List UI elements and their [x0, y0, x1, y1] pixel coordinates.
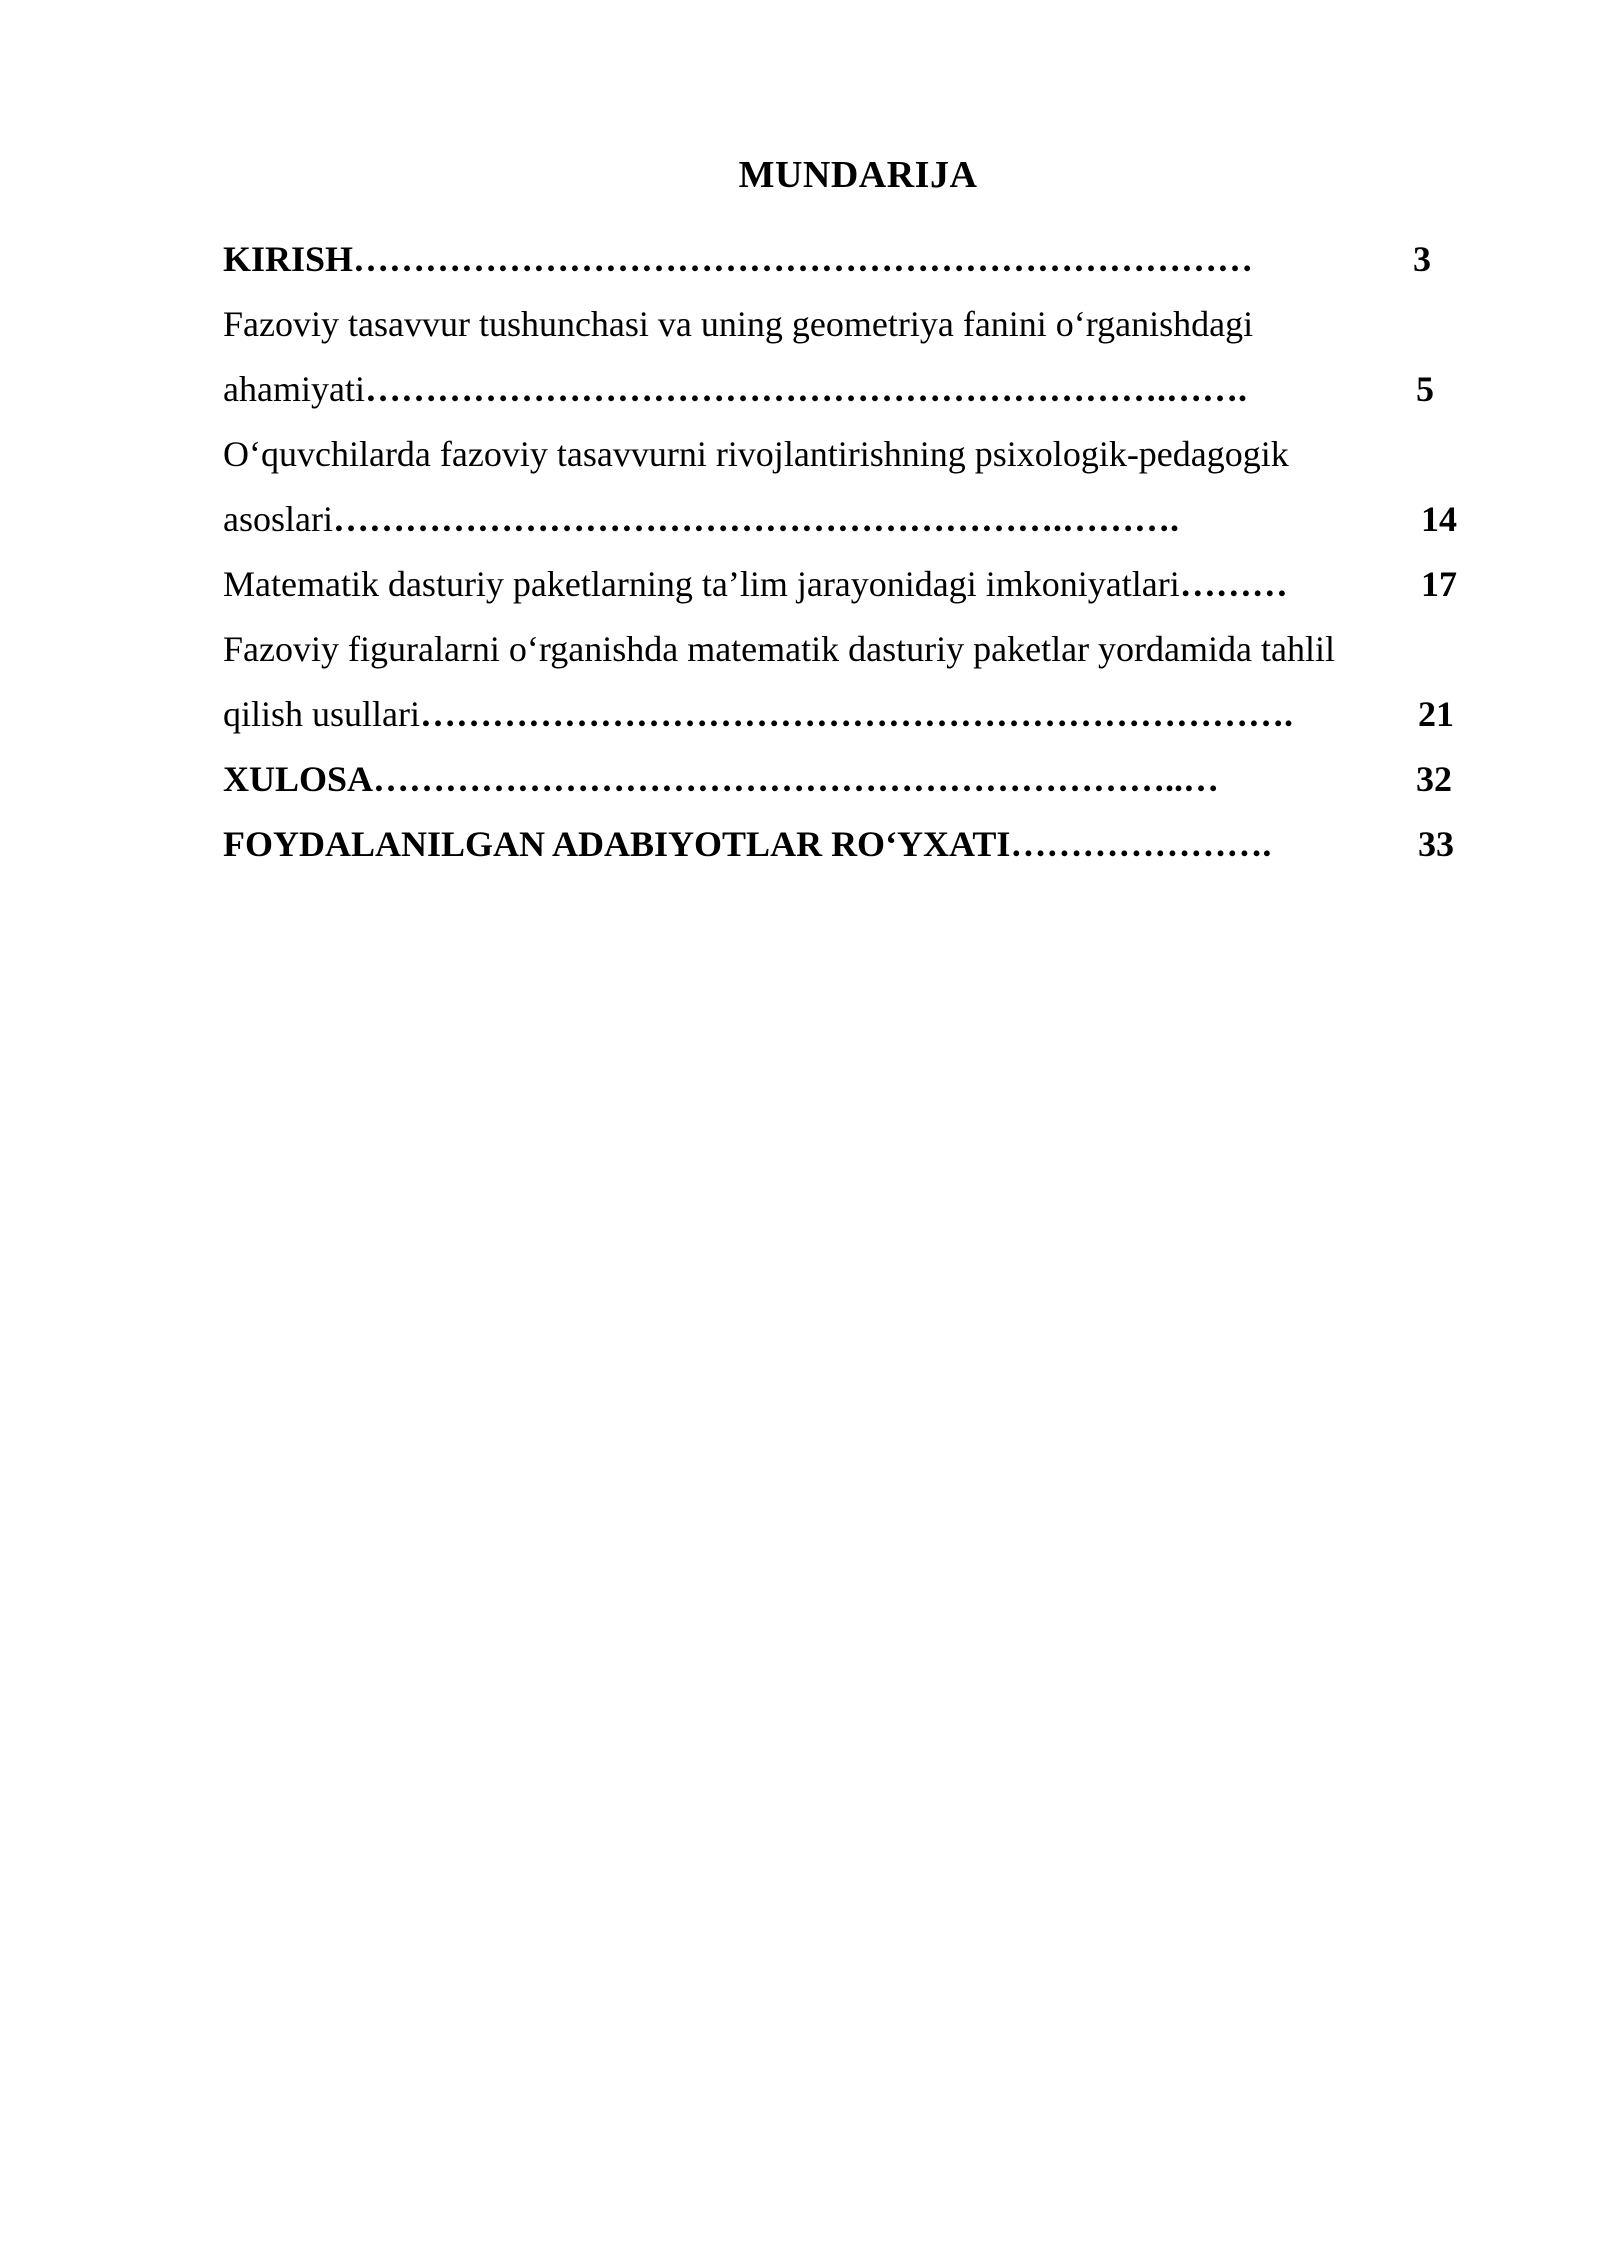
- toc-entry-label: O‘quvchilarda fazoviy tasavvurni rivojlantirishning psixologik-pedagogik: [223, 434, 1289, 474]
- toc-entry-label: Matematik dasturiy paketlarning ta’lim jarayonidagi imkoniyatlari………: [223, 564, 1288, 604]
- toc-entry-label: KIRISH…………………………………………………………………: [223, 239, 1254, 279]
- toc-page-number: 21: [1418, 694, 1454, 734]
- toc-entry-label: qilish usullari……………………………………………………………….: [223, 694, 1293, 734]
- toc-entry-label: XULOSA…………………………………………………………..…: [223, 759, 1220, 799]
- toc-page-number: 3: [1413, 239, 1431, 279]
- toc-entry-label: Fazoviy tasavvur tushunchasi va uning geometriya fanini o‘rganishdagi: [223, 304, 1254, 344]
- toc-entry-label: ahamiyati………………………………………………………….…….: [223, 369, 1247, 409]
- toc-entry-label: Fazoviy figuralarni o‘rganishda matematik dasturiy paketlar yordamida tahlil: [223, 629, 1335, 669]
- toc-entry-label: asoslari…………………………………………………….……….: [223, 499, 1179, 539]
- page-title: MUNDARIJA: [738, 154, 978, 196]
- toc-page-number: 32: [1416, 759, 1452, 799]
- toc-page-number: 33: [1418, 824, 1454, 864]
- toc-page-number: 17: [1421, 564, 1457, 604]
- toc-page-number: 5: [1416, 369, 1434, 409]
- toc-entry-label: FOYDALANILGAN ADABIYOTLAR RO‘YXATI………………….: [223, 824, 1272, 864]
- toc-page-number: 14: [1421, 499, 1457, 539]
